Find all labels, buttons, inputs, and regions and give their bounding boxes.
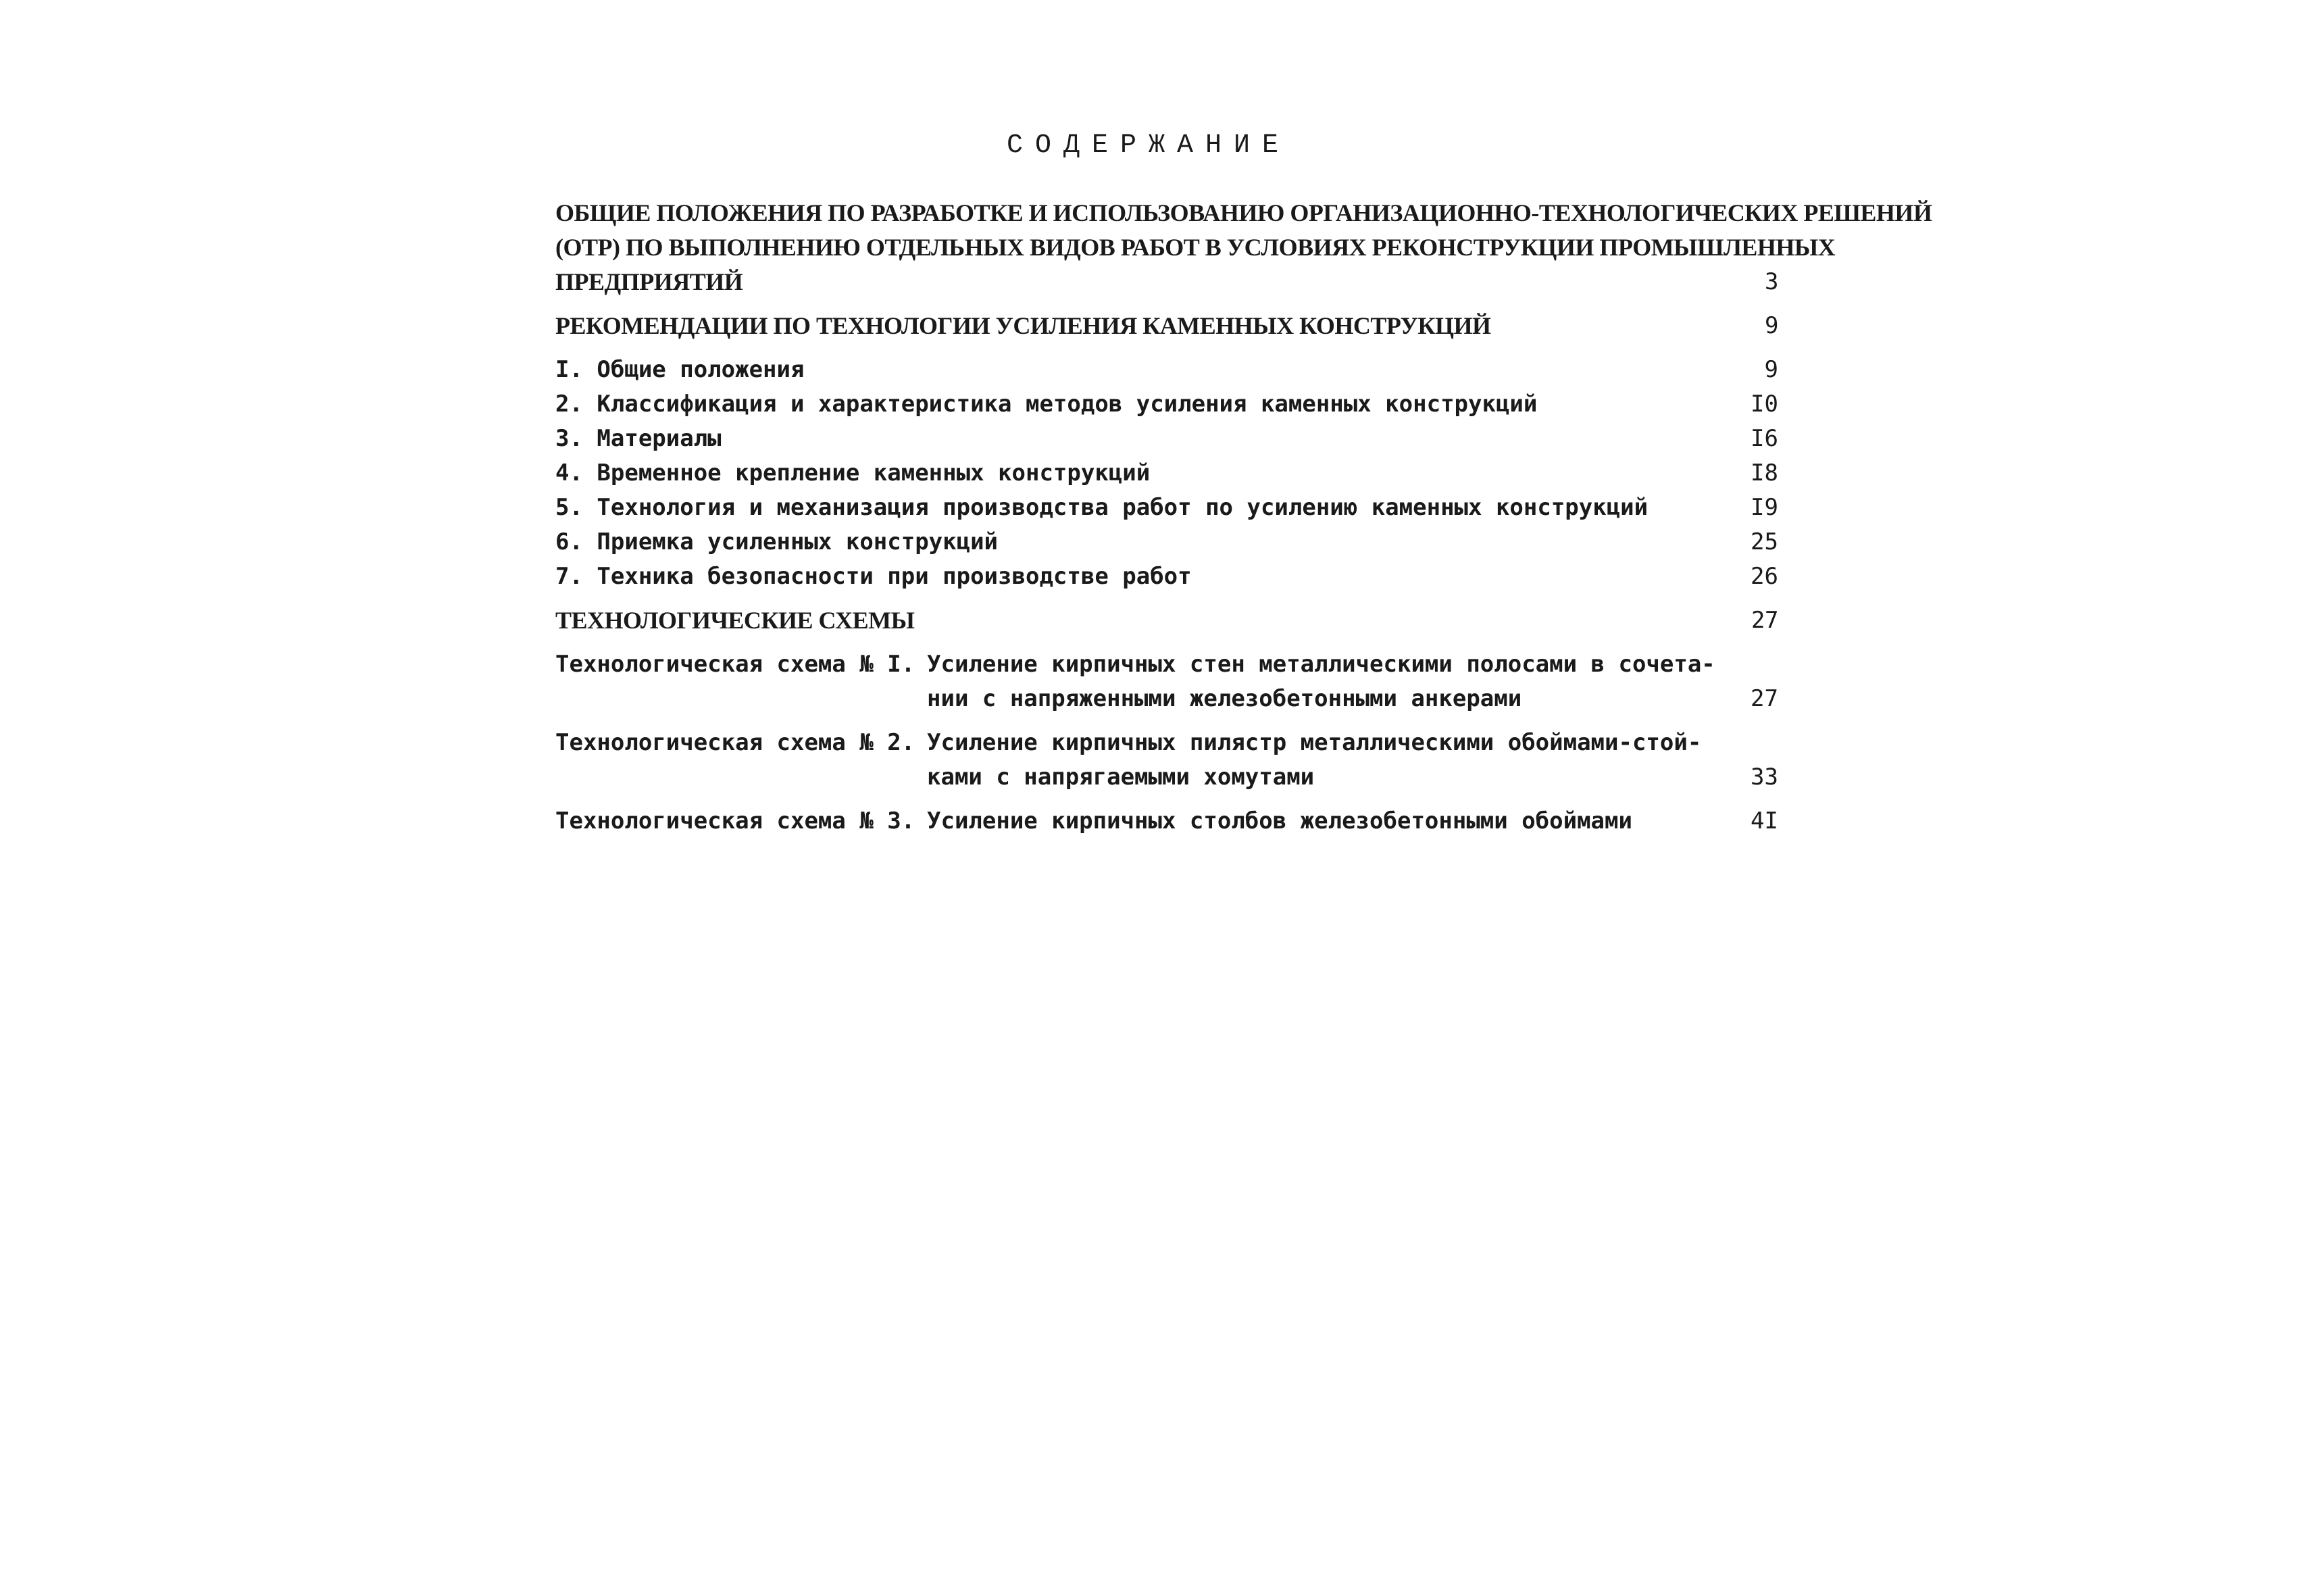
page-number: 27: [1751, 607, 1778, 634]
scheme-title-line2: нии с напряженными железобетонными анкерами: [927, 685, 1532, 712]
toc-entry-item-1[interactable]: [555, 353, 1778, 387]
scheme-title-line1: Усиление кирпичных пилястр металлическими обоймами-стой-: [927, 729, 1702, 756]
toc-entry-general[interactable]: [555, 265, 1778, 299]
scheme-label: Технологическая схема № 2.: [555, 729, 915, 756]
section-general-line3: ПРЕДПРИЯТИЙ: [555, 268, 753, 295]
scheme-label: Технологическая схема № 3.: [555, 807, 915, 834]
toc-item-label: 5. Технология и механизация производства работ по усилению каменных конструкций: [555, 494, 1659, 521]
scheme-label: Технологическая схема № I.: [555, 651, 915, 678]
scheme-title-line1: Усиление кирпичных столбов железобетонными обоймами: [927, 807, 1643, 834]
toc-item-label: 2. Классификация и характеристика методов усиления каменных конструкций: [555, 391, 1548, 418]
toc-item-label: 7. Техника безопасности при производстве работ: [555, 563, 1203, 590]
toc-entry-item-4[interactable]: [555, 456, 1778, 491]
toc-item-label: 3. Материалы: [555, 425, 732, 452]
scheme-title-line1: Усиление кирпичных стен металлическими полосами в сочета-: [927, 651, 1715, 678]
page-number: I0: [1751, 391, 1778, 418]
section-general-line1: ОБЩИЕ ПОЛОЖЕНИЯ ПО РАЗРАБОТКЕ И ИСПОЛЬЗОВАНИЮ ОРГАНИЗАЦИОННО-ТЕХНОЛОГИЧЕСКИХ РЕШЕНИЙ: [555, 199, 1932, 226]
page-number: 33: [1751, 764, 1778, 791]
toc-entry-scheme-3[interactable]: [555, 804, 1778, 839]
toc-entry-item-2[interactable]: [555, 387, 1778, 422]
toc-item-label: 6. Приемка усиленных конструкций: [555, 528, 1009, 555]
section-general: [555, 196, 1932, 299]
section-recommendations-title: РЕКОМЕНДАЦИИ ПО ТЕХНОЛОГИИ УСИЛЕНИЯ КАМЕННЫХ КОНСТРУКЦИЙ: [555, 312, 1502, 339]
toc-entry-recommendations[interactable]: [555, 309, 1778, 343]
page-number: 4I: [1751, 807, 1778, 834]
toc-entry-item-6[interactable]: [555, 525, 1778, 559]
page-number: 25: [1751, 528, 1778, 555]
page-number: 27: [1751, 685, 1778, 712]
scheme-title-line2: ками с напрягаемыми хомутами: [927, 764, 1325, 791]
page-number: I8: [1751, 459, 1778, 487]
toc-entry-scheme-2[interactable]: [555, 726, 1778, 795]
toc-entry-item-5[interactable]: [555, 491, 1778, 525]
page-number: 9: [1764, 356, 1778, 383]
page-number: I6: [1751, 425, 1778, 452]
page-number: 3: [1765, 268, 1778, 295]
section-schemes-title: ТЕХНОЛОГИЧЕСКИЕ СХЕМЫ: [555, 607, 925, 634]
page-number: I9: [1751, 494, 1778, 521]
page-number: 26: [1751, 563, 1778, 590]
toc-item-label: I. Общие положения: [555, 356, 815, 383]
toc-entry-scheme-1[interactable]: [555, 647, 1778, 716]
page-title: СОДЕРЖАНИЕ: [1007, 130, 1291, 161]
toc-entry-item-3[interactable]: [555, 422, 1778, 456]
toc-entry-schemes[interactable]: [555, 603, 1778, 638]
toc-entry-item-7[interactable]: [555, 559, 1778, 594]
table-of-contents: [555, 196, 1932, 839]
toc-item-label: 4. Временное крепление каменных конструкций: [555, 459, 1161, 487]
section-general-line2: (ОТР) ПО ВЫПОЛНЕНИЮ ОТДЕЛЬНЫХ ВИДОВ РАБОТ В УСЛОВИЯХ РЕКОНСТРУКЦИИ ПРОМЫШЛЕННЫХ: [555, 234, 1836, 261]
page-number: 9: [1765, 312, 1778, 339]
